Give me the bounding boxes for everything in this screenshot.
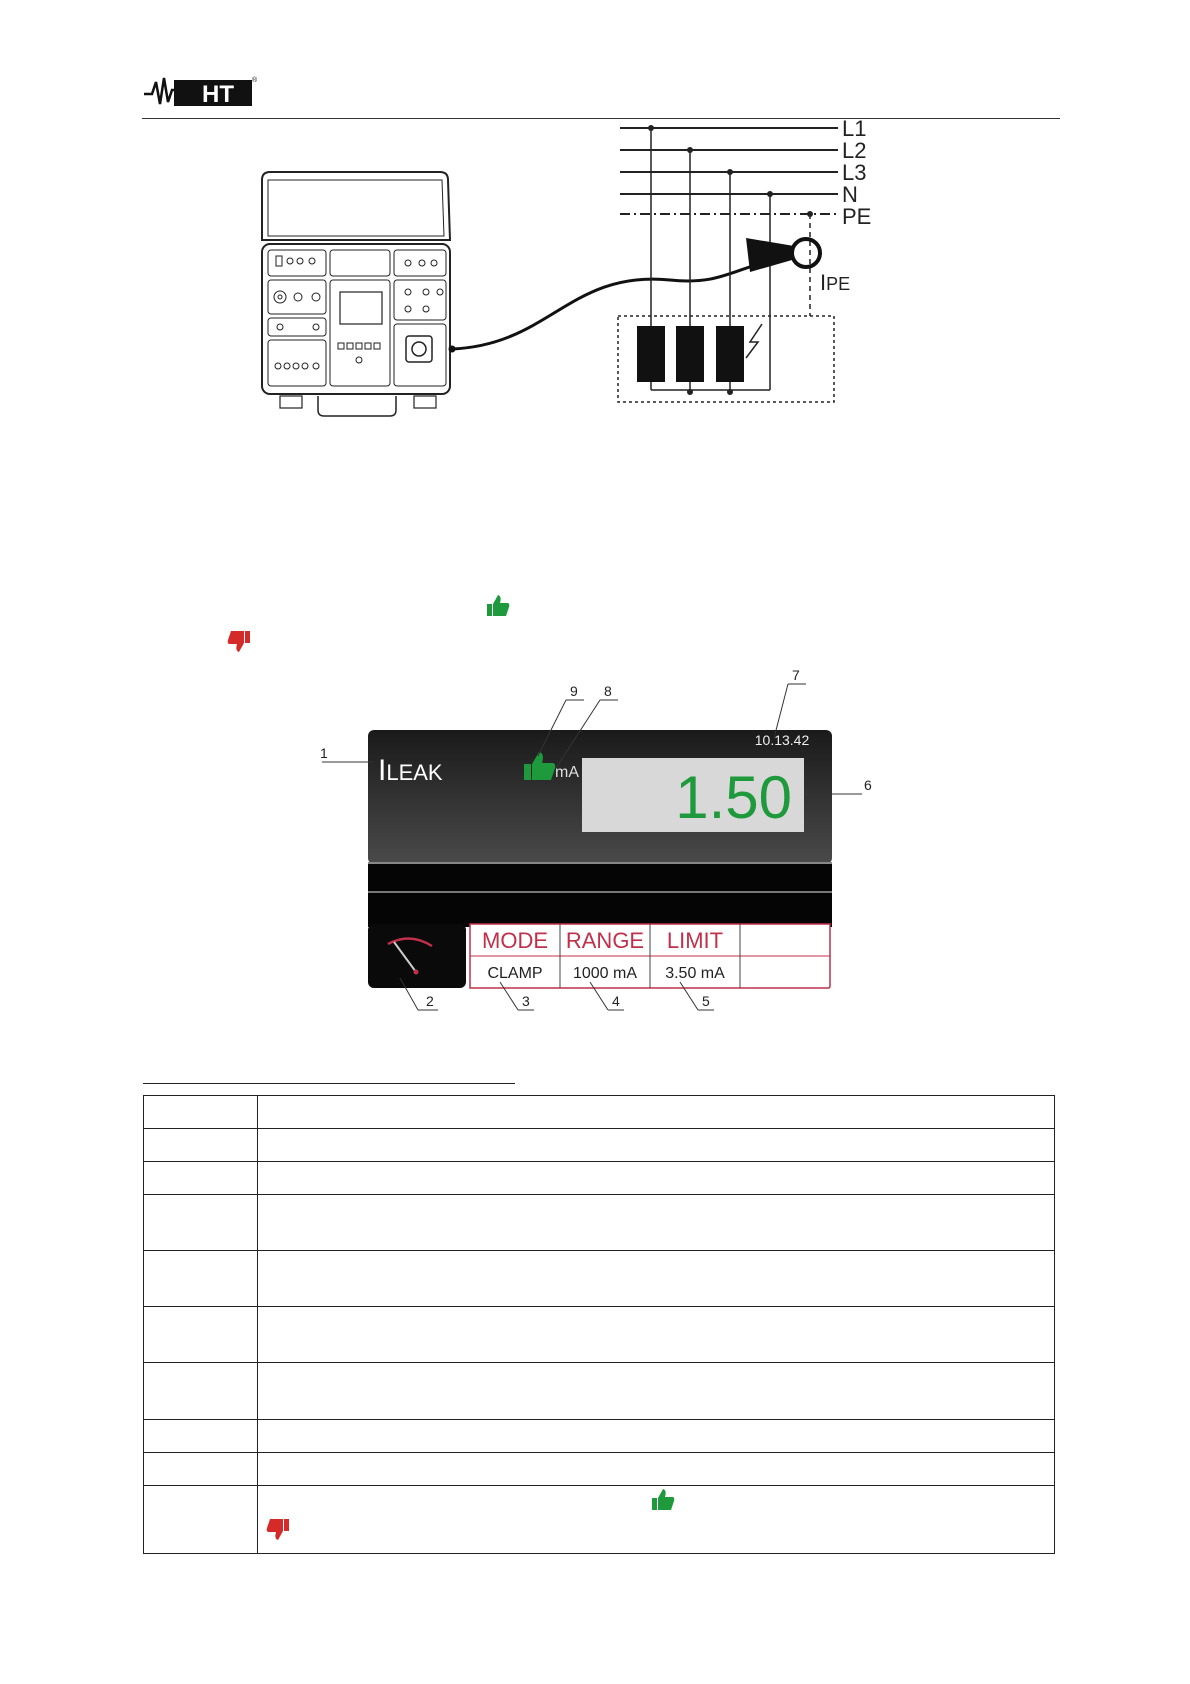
param-header-range: RANGE [565, 928, 645, 953]
line-label-l3: L3 [842, 160, 867, 185]
logo-text: HT [202, 81, 234, 108]
param-header-mode: MODE [482, 928, 548, 953]
clock-time: 10.13.42 [754, 732, 810, 748]
callout-5: 5 [702, 993, 710, 1009]
param-value-range: 1000 mA [572, 965, 638, 982]
svg-text:®: ® [252, 77, 258, 84]
instrument-case [262, 172, 450, 416]
clamp-label: IPE [820, 270, 851, 295]
ht-logo [144, 72, 256, 112]
thumbs-up-icon [485, 593, 511, 619]
table-row [144, 1363, 1055, 1420]
line-label-l2: L2 [842, 138, 867, 163]
param-header-limit: LIMIT [666, 928, 724, 953]
table-row [144, 1129, 1055, 1162]
unit-label: mA [555, 764, 579, 781]
instrument-screen-figure [310, 667, 910, 1020]
table-row [144, 1096, 1055, 1129]
callout-6: 6 [864, 777, 872, 793]
current-clamp [746, 238, 820, 272]
callout-8: 8 [604, 683, 612, 699]
callout-7: 7 [792, 667, 800, 683]
param-value-mode: CLAMP [487, 965, 543, 982]
callout-3: 3 [522, 993, 530, 1009]
table-row [144, 1162, 1055, 1195]
line-label-l1: L1 [842, 116, 867, 141]
section-heading-rule [143, 1083, 515, 1084]
measured-value: 1.50 [675, 764, 792, 831]
table-row [144, 1251, 1055, 1307]
table-row [144, 1420, 1055, 1453]
header-rule [142, 118, 1060, 119]
line-label-pe: PE [842, 204, 872, 229]
table-thumbs-up-icon [650, 1487, 676, 1513]
callout-1: 1 [320, 745, 328, 761]
callout-2: 2 [426, 993, 434, 1009]
param-value-limit: 3.50 mA [665, 965, 725, 982]
table-thumbs-down-icon [265, 1516, 291, 1542]
line-label-n: N [842, 182, 858, 207]
reference-table [143, 1095, 1055, 1554]
measurement-title: ILEAK [378, 754, 443, 787]
thumbs-down-icon [226, 628, 252, 654]
wiring-diagram [250, 116, 950, 450]
callout-9: 9 [570, 683, 578, 699]
table-row [144, 1307, 1055, 1363]
table-row [144, 1453, 1055, 1486]
callout-4: 4 [612, 993, 620, 1009]
table-row [144, 1195, 1055, 1251]
